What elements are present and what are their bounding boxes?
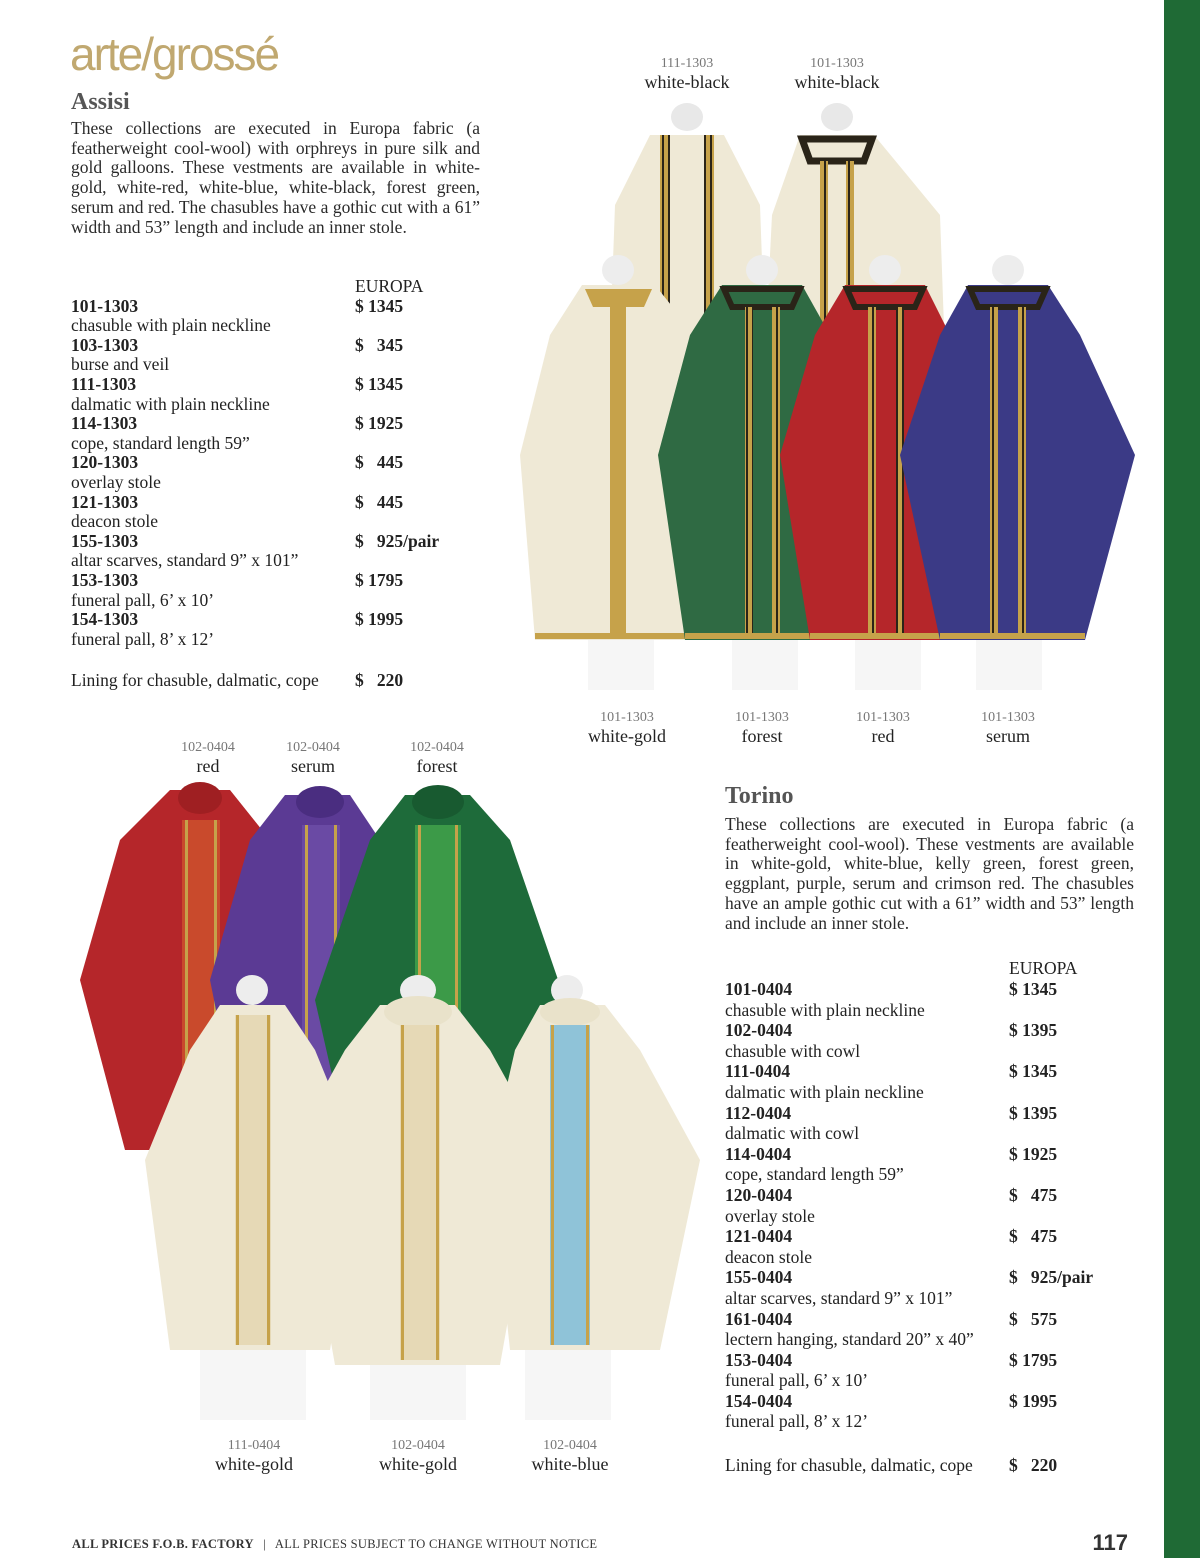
item-price: $ 1395 bbox=[1009, 1020, 1058, 1041]
caption-assisi-bottom-4 bbox=[943, 710, 1073, 746]
caption-color: white-blue bbox=[531, 1454, 609, 1474]
assisi-lining-row bbox=[71, 670, 404, 691]
item-code: 111-1303 bbox=[71, 373, 137, 394]
caption-code: 101-1303 bbox=[981, 710, 1035, 725]
item-code: 101-1303 bbox=[71, 295, 139, 316]
footer-notice bbox=[72, 1537, 597, 1552]
torino-lining-row bbox=[725, 1455, 1058, 1476]
caption-code: 111-1303 bbox=[660, 56, 714, 71]
torino-item-list bbox=[725, 980, 1145, 1433]
item-description: altar scarves, standard 9” x 101” bbox=[71, 550, 299, 571]
caption-color: forest bbox=[741, 726, 783, 746]
item-price: $ 1925 bbox=[1009, 1143, 1058, 1164]
item-code: 120-0404 bbox=[725, 1184, 793, 1205]
caption-torino-bottom-1 bbox=[189, 1438, 319, 1474]
torino-item-row bbox=[725, 1351, 1145, 1392]
torino-lining-price: $ 220 bbox=[1009, 1455, 1058, 1475]
item-description: deacon stole bbox=[725, 1246, 812, 1267]
caption-color: red bbox=[871, 726, 895, 746]
assisi-item-list bbox=[71, 297, 491, 650]
caption-assisi-bottom-2 bbox=[697, 710, 827, 746]
caption-color: red bbox=[196, 756, 220, 776]
page-number: 117 bbox=[1092, 1530, 1128, 1555]
item-description: chasuble with plain neckline bbox=[725, 999, 925, 1020]
footer-separator: | bbox=[263, 1537, 267, 1551]
brand-logo-text: arte/grossé bbox=[70, 28, 279, 80]
caption-assisi-top-1 bbox=[622, 56, 752, 92]
torino-item-row bbox=[725, 980, 1145, 1021]
assisi-vestments-photo bbox=[510, 95, 1140, 700]
item-price: $ 575 bbox=[1009, 1308, 1058, 1329]
assisi-item-row bbox=[71, 571, 491, 610]
footer-change-notice: ALL PRICES SUBJECT TO CHANGE WITHOUT NOTICE bbox=[274, 1537, 598, 1551]
torino-item-row bbox=[725, 1186, 1145, 1227]
caption-code: 102-0404 bbox=[391, 1438, 445, 1453]
vestment-102-0404-white-blue bbox=[490, 975, 700, 1420]
torino-item-row bbox=[725, 1392, 1145, 1433]
item-description: funeral pall, 6’ x 10’ bbox=[725, 1370, 869, 1391]
item-price: $ 925/pair bbox=[355, 530, 440, 551]
assisi-item-row bbox=[71, 493, 491, 532]
item-code: 161-0404 bbox=[725, 1308, 793, 1329]
item-code: 153-1303 bbox=[71, 569, 139, 590]
caption-color: white-gold bbox=[379, 1454, 457, 1474]
assisi-item-row bbox=[71, 375, 491, 414]
item-description: lectern hanging, standard 20” x 40” bbox=[725, 1329, 974, 1350]
page-edge-green-bar bbox=[1164, 0, 1200, 1558]
item-price: $ 445 bbox=[355, 452, 404, 473]
item-price: $ 925/pair bbox=[1009, 1267, 1094, 1288]
caption-code: 101-1303 bbox=[856, 710, 910, 725]
item-price: $ 1345 bbox=[1009, 979, 1058, 999]
caption-color: white-black bbox=[794, 72, 880, 92]
item-description: dalmatic with plain neckline bbox=[71, 393, 270, 414]
caption-torino-bottom-3 bbox=[505, 1438, 635, 1474]
caption-assisi-top-2 bbox=[772, 56, 902, 92]
item-price: $ 345 bbox=[355, 334, 404, 355]
caption-code: 102-0404 bbox=[286, 740, 340, 755]
item-code: 112-0404 bbox=[725, 1102, 792, 1123]
item-description: cope, standard length 59” bbox=[725, 1164, 904, 1185]
item-code: 155-0404 bbox=[725, 1267, 793, 1288]
item-price: $ 1795 bbox=[1009, 1349, 1058, 1370]
item-code: 155-1303 bbox=[71, 530, 139, 551]
assisi-item-row bbox=[71, 414, 491, 453]
item-code: 111-0404 bbox=[725, 1061, 791, 1082]
caption-color: serum bbox=[291, 756, 335, 776]
torino-item-row bbox=[725, 1145, 1145, 1186]
caption-color: white-black bbox=[644, 72, 730, 92]
assisi-description: These collections are executed in Europa fabric (a featherweight cool-wool) with orphreys in pure silk and gold galloons. These vestments are available in white-gold, white-red, white-blue, white-black, forest green, serum and red. The chasubles have a gothic cut with a 61” width and 53” length and include an inner stole. bbox=[71, 118, 480, 237]
item-code: 101-0404 bbox=[725, 979, 793, 999]
item-price: $ 1995 bbox=[355, 609, 404, 630]
torino-title: Torino bbox=[725, 783, 794, 809]
caption-code: 111-0404 bbox=[227, 1438, 281, 1453]
item-description: cope, standard length 59” bbox=[71, 432, 250, 453]
item-price: $ 1345 bbox=[355, 295, 404, 316]
caption-color: forest bbox=[416, 756, 458, 776]
torino-description: These collections are executed in Europa fabric (a featherweight cool-wool). These vestments are available in white-gold, white-blue, kelly green, forest green, eggplant, purple, serum and crimson red. The chasubles have an ample gothic cut with a 61” width and 53” length and include an inner stole. bbox=[725, 814, 1134, 933]
item-description: overlay stole bbox=[71, 471, 161, 492]
item-code: 120-1303 bbox=[71, 452, 139, 473]
item-code: 114-1303 bbox=[71, 413, 138, 434]
assisi-title: Assisi bbox=[71, 89, 130, 115]
caption-assisi-bottom-3 bbox=[818, 710, 948, 746]
caption-code: 101-1303 bbox=[600, 710, 654, 725]
caption-color: white-gold bbox=[588, 726, 666, 746]
torino-item-row bbox=[725, 1062, 1145, 1103]
item-code: 153-0404 bbox=[725, 1349, 793, 1370]
item-price: $ 1995 bbox=[1009, 1390, 1058, 1411]
item-price: $ 1345 bbox=[1009, 1061, 1058, 1082]
caption-torino-bottom-2 bbox=[353, 1438, 483, 1474]
item-description: overlay stole bbox=[725, 1205, 815, 1226]
assisi-lining-price: $ 220 bbox=[355, 670, 404, 690]
caption-torino-top-2 bbox=[248, 740, 378, 776]
assisi-column-header: EUROPA bbox=[355, 276, 424, 296]
item-price: $ 1395 bbox=[1009, 1102, 1058, 1123]
caption-code: 101-1303 bbox=[810, 56, 864, 71]
torino-item-row bbox=[725, 1310, 1145, 1351]
item-code: 102-0404 bbox=[725, 1020, 793, 1041]
item-description: chasuble with cowl bbox=[725, 1040, 861, 1061]
item-price: $ 1345 bbox=[355, 373, 404, 394]
caption-torino-top-3 bbox=[372, 740, 502, 776]
assisi-item-row bbox=[71, 532, 491, 571]
item-code: 103-1303 bbox=[71, 334, 139, 355]
item-description: deacon stole bbox=[71, 511, 158, 532]
caption-assisi-bottom-1 bbox=[562, 710, 692, 746]
item-description: funeral pall, 8’ x 12’ bbox=[71, 628, 215, 649]
caption-code: 102-0404 bbox=[410, 740, 464, 755]
caption-color: serum bbox=[986, 726, 1030, 746]
torino-column-header: EUROPA bbox=[1009, 958, 1078, 978]
torino-item-row bbox=[725, 1104, 1145, 1145]
assisi-item-row bbox=[71, 453, 491, 492]
item-code: 121-1303 bbox=[71, 491, 139, 512]
footer-fob-text: ALL PRICES F.O.B. FACTORY bbox=[72, 1537, 254, 1551]
item-description: funeral pall, 6’ x 10’ bbox=[71, 589, 215, 610]
assisi-lining-label: Lining for chasuble, dalmatic, cope bbox=[71, 670, 319, 690]
torino-vestments-photo bbox=[70, 780, 710, 1430]
item-description: dalmatic with plain neckline bbox=[725, 1081, 924, 1102]
assisi-item-row bbox=[71, 610, 491, 649]
torino-item-row bbox=[725, 1268, 1145, 1309]
item-description: burse and veil bbox=[71, 354, 170, 375]
assisi-item-row bbox=[71, 336, 491, 375]
caption-color: white-gold bbox=[215, 1454, 293, 1474]
caption-code: 102-0404 bbox=[181, 740, 235, 755]
item-description: dalmatic with cowl bbox=[725, 1123, 860, 1144]
torino-item-row bbox=[725, 1227, 1145, 1268]
assisi-item-row bbox=[71, 297, 491, 336]
torino-lining-label: Lining for chasuble, dalmatic, cope bbox=[725, 1455, 973, 1475]
item-code: 154-1303 bbox=[71, 609, 139, 630]
caption-code: 101-1303 bbox=[735, 710, 789, 725]
item-price: $ 1925 bbox=[355, 413, 404, 434]
item-description: funeral pall, 8’ x 12’ bbox=[725, 1411, 869, 1432]
item-price: $ 445 bbox=[355, 491, 404, 512]
item-price: $ 475 bbox=[1009, 1226, 1058, 1247]
caption-code: 102-0404 bbox=[543, 1438, 597, 1453]
item-code: 114-0404 bbox=[725, 1143, 792, 1164]
item-code: 154-0404 bbox=[725, 1390, 793, 1411]
torino-item-row bbox=[725, 1021, 1145, 1062]
item-description: altar scarves, standard 9” x 101” bbox=[725, 1287, 953, 1308]
item-price: $ 1795 bbox=[355, 569, 404, 590]
item-code: 121-0404 bbox=[725, 1226, 793, 1247]
item-price: $ 475 bbox=[1009, 1184, 1058, 1205]
item-description: chasuble with plain neckline bbox=[71, 315, 271, 336]
